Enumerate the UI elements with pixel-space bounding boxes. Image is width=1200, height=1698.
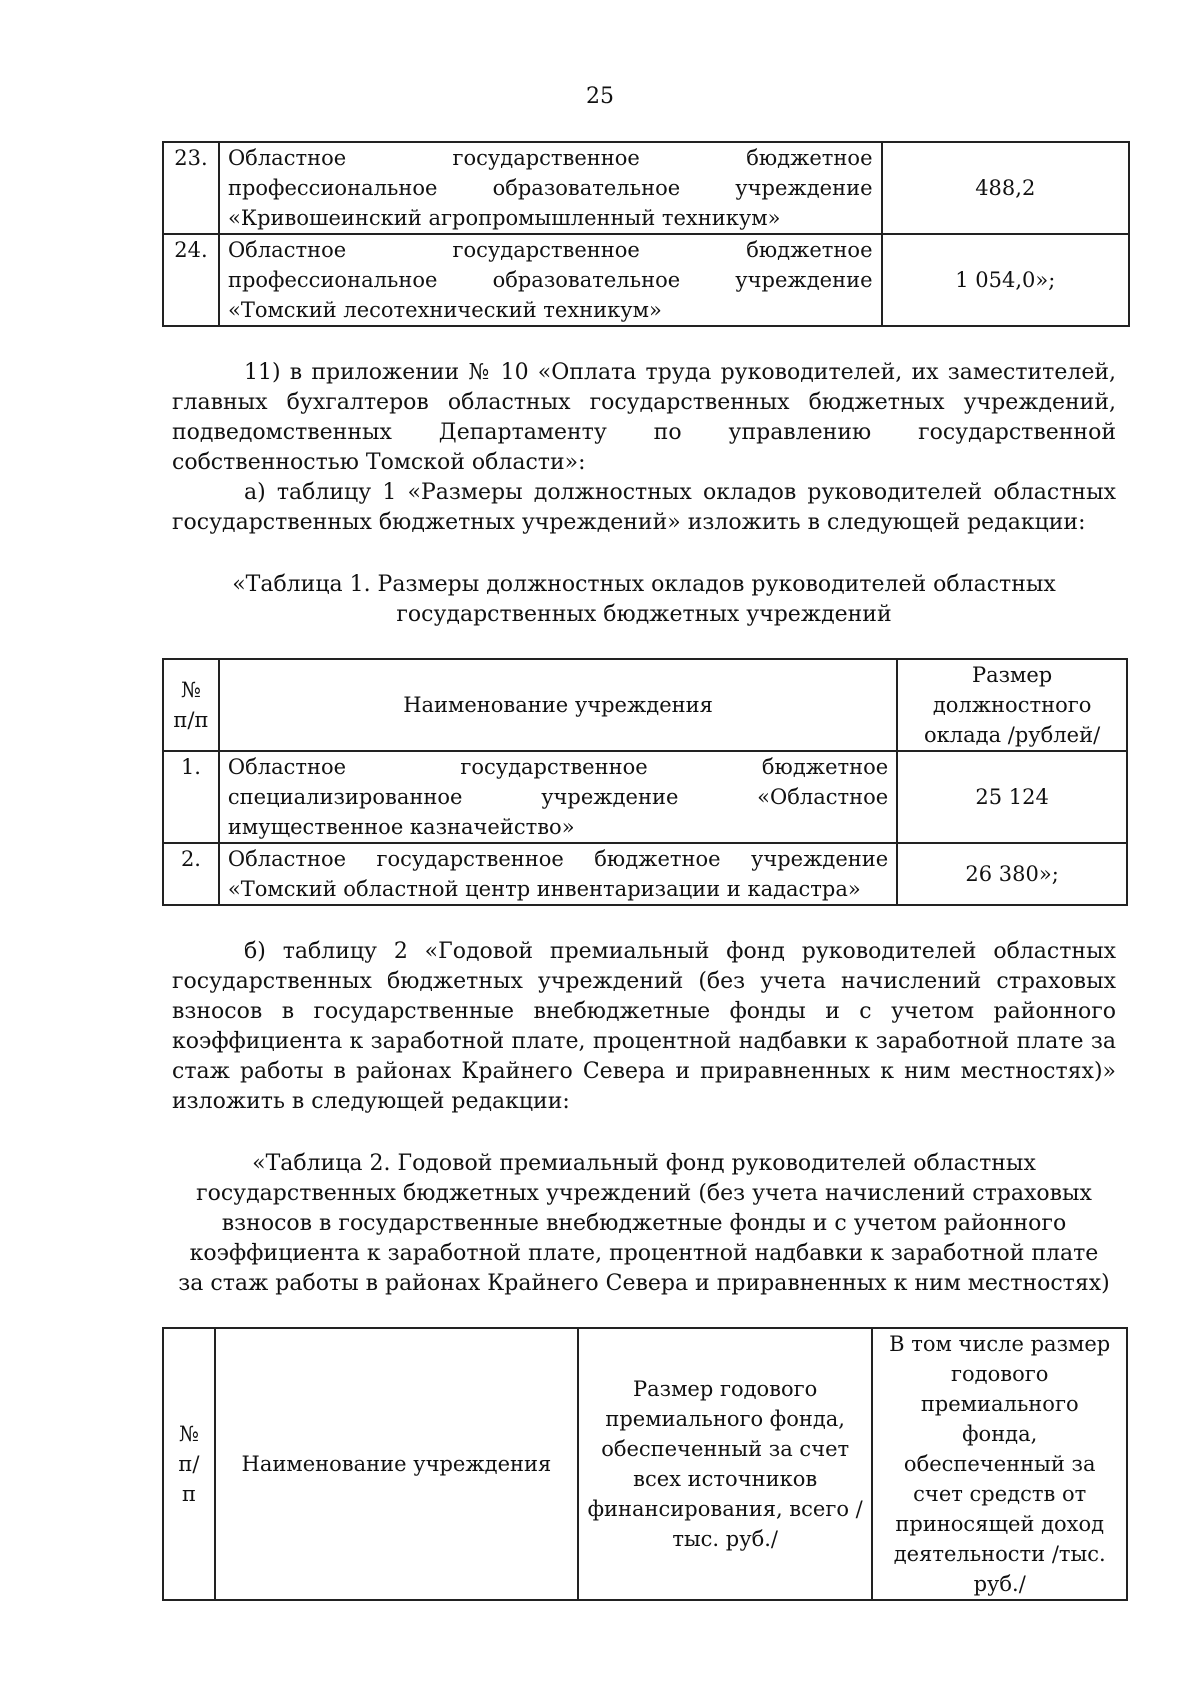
row-value: 26 380»;	[897, 843, 1127, 905]
paragraph-item-b: б) таблицу 2 «Годовой премиальный фонд руководителей областных государственных бюджетных учреждений (без учета начислений страховых взносов в государственные внебюджетные фонды и с учетом районного коэффициента к заработной плате, процентной надбавки к заработной плате за стаж работы в районах Крайнего Севера и приравненных к ним местностях)» изложить в следующей редакции:	[172, 939, 1116, 1114]
row-value: 25 124	[897, 751, 1127, 843]
header-number: № п/п	[163, 659, 219, 751]
header-name: Наименование учреждения	[219, 659, 897, 751]
paragraph-item-11: 11) в приложении № 10 «Оплата труда руководителей, их заместителей, главных бухгалтеров областных государственных бюджетных учреждений, подведомственных Департаменту по управлению государственной собственностью Томской области»:	[172, 360, 1116, 475]
header-total-fund: Размер годового премиального фонда, обеспеченный за счет всех источников финансирования, всего /тыс. руб./	[578, 1328, 873, 1600]
paragraph-item-a: а) таблицу 1 «Размеры должностных окладов руководителей областных государственных бюджетных учреждений» изложить в следующей редакции:	[172, 480, 1116, 535]
institution-name: Областное государственное бюджетное профессиональное образовательное учреждение «Кривошеинский агропромышленный техникум»	[219, 142, 882, 234]
header-name: Наименование учреждения	[215, 1328, 578, 1600]
table2	[162, 1327, 1128, 1601]
table-header	[163, 659, 1127, 751]
table-row	[163, 142, 1129, 234]
caption-line: за стаж работы в районах Крайнего Севера и приравненных к ним местностях)	[178, 1271, 1110, 1296]
caption-line: «Таблица 1. Размеры должностных окладов руководителей областных	[232, 572, 1056, 597]
table-row	[163, 843, 1127, 905]
page-number: 25	[586, 84, 614, 109]
continued-table	[162, 141, 1130, 327]
caption-line: государственных бюджетных учреждений (без учета начислений страховых	[196, 1181, 1092, 1206]
institution-name: Областное государственное бюджетное учреждение «Томский областной центр инвентаризации и кадастра»	[219, 843, 897, 905]
caption-line: государственных бюджетных учреждений	[396, 602, 892, 627]
table-row	[163, 234, 1129, 326]
row-number: 23.	[163, 142, 219, 234]
row-number: 2.	[163, 843, 219, 905]
row-number: 24.	[163, 234, 219, 326]
table2-caption	[172, 1149, 1116, 1299]
row-value: 1 054,0»;	[882, 234, 1130, 326]
institution-name: Областное государственное бюджетное специализированное учреждение «Областное имущественное казначейство»	[219, 751, 897, 843]
caption-line: взносов в государственные внебюджетные фонды и с учетом районного	[221, 1211, 1067, 1236]
row-number: 1.	[163, 751, 219, 843]
table-header	[163, 1328, 1127, 1600]
header-salary: Размер должностного оклада /рублей/	[897, 659, 1127, 751]
table1-caption	[172, 570, 1116, 630]
header-number: № п/п	[163, 1328, 215, 1600]
table-row	[163, 751, 1127, 843]
caption-line: коэффициента к заработной плате, процентной надбавки к заработной плате	[189, 1241, 1099, 1266]
table1	[162, 658, 1128, 906]
row-value: 488,2	[882, 142, 1130, 234]
caption-line: «Таблица 2. Годовой премиальный фонд руководителей областных	[252, 1151, 1036, 1176]
header-income-fund: В том числе размер годового премиального фонда, обеспеченный за счет средств от приносящей доход деятельности /тыс. руб./	[872, 1328, 1127, 1600]
institution-name: Областное государственное бюджетное профессиональное образовательное учреждение «Томский лесотехнический техникум»	[219, 234, 882, 326]
